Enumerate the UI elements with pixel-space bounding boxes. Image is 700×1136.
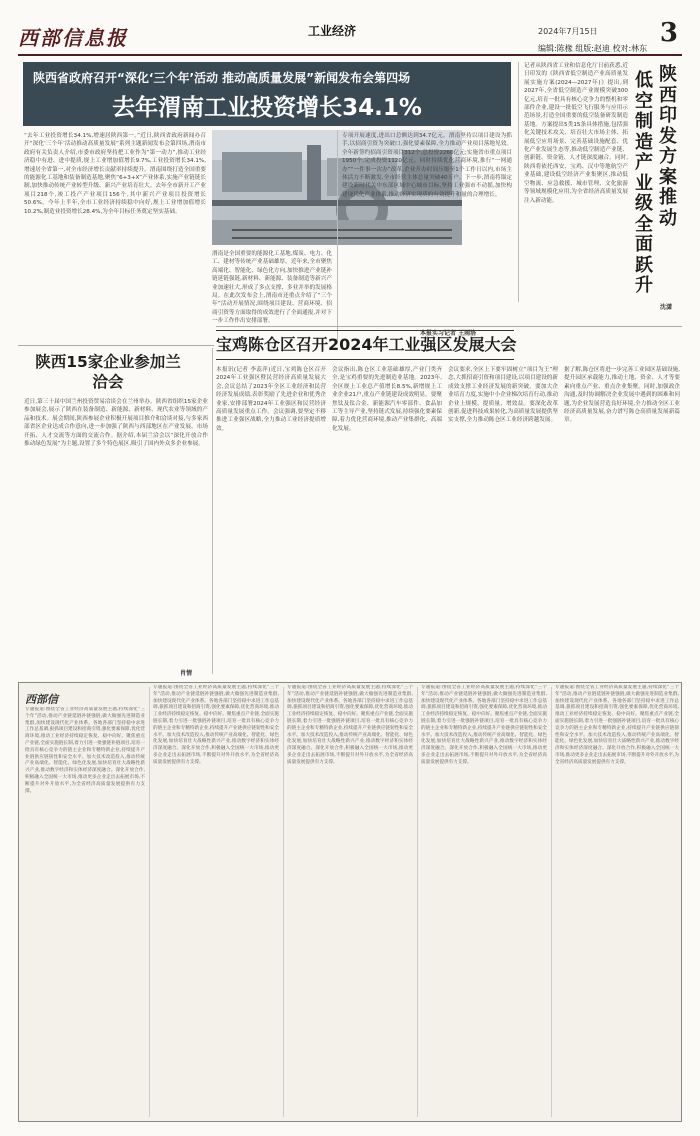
feature-body-col2: 专题报道:围绕全省工业经济高质量发展主题,持续深化“三个年”活动,推动产业链延链补链强链,做大做强先进制造业集群,加快建设现代化产业体系。各地各部门坚持稳中求进工作总基调,狠抓项目建设和招商引资,强化要素保障,优化营商环境,推动工业经济持续稳定恢复、稳中向好。聚焦重点产业链,全面实施链长制,着力引进一批强链补链项目,培育一批具有核心竞争力的链主企业和专精特新企业,持续提升产业链供应链韧性和安全水平。加大技术改造投入,推动传统产业高端化、智能化、绿色化发展,加快培育壮大战略性新兴产业,推动数字经济和实体经济深度融合。深化开放合作,积极融入全国统一大市场,推动更多企业走出去拓展市场,不断提升对外开放水平,为全省经济高质量发展提供有力支撑。 <box>153 685 279 765</box>
lead-body-col3: 专项开展速度,进出口总额达到34.7亿元。渭南坚持以项目建设为抓手,以招商引资为突破口,强化要素保障,全力推动产业项目落地见效。全年新签约招商引资项目312个,总投资2260亿元;实施省市重点项目1950个,完成投资1120亿元。同时持续优化营商环境,推行“一网通办”“一件事一次办”改革,企业开办时间压缩至1个工作日以内,市场主体活力不断激发,全市经营主体总量突破40万户。下一步,渭南将锚定建设新时代关中东部区域中心城市目标,坚持工业强市不动摇,加快构建现代化产业体系,推动经济实现质的有效提升和量的合理增长。 <box>342 133 512 198</box>
lead-body-col1: “去年工业投资增长34.1%,增速居陕西第一。”近日,陕西省政府新闻办召开“深化‘三个年’活动推动高质量发展”系列主题新闻发布会第四场,渭南市政府有关负责人介绍,市委市政府坚持把工业作为“第一动力”,推动工业经济稳中有进、进中提质,规上工业增加值增长9.7%,工业投资增长34.1%,增速居全省第一,对全市经济增长贡献率持续提升。渭南围绕打造全国重要的能源化工基地和装备制造基地,聚焦“6+3+X”产业体系,实施产业链链长制,加快推动传统产业转型升级、新兴产业培育壮大。去年全市新开工产业项目218个,竣工投产产业项目156个,其中新兴产业项目投资增长50.6%。今年上半年,全市工业经济持续稳中向好,规上工业增加值增长10.2%,制造业投资增长28.4%,为全年目标任务奠定坚实基础。 <box>24 133 206 215</box>
feature-body-col4: 专题报道:围绕全省工业经济高质量发展主题,持续深化“三个年”活动,推动产业链延链补链强链,做大做强先进制造业集群,加快建设现代化产业体系。各地各部门坚持稳中求进工作总基调,狠抓项目建设和招商引资,强化要素保障,优化营商环境,推动工业经济持续稳定恢复、稳中向好。聚焦重点产业链,全面实施链长制,着力引进一批强链补链项目,培育一批具有核心竞争力的链主企业和专精特新企业,持续提升产业链供应链韧性和安全水平。加大技术改造投入,推动传统产业高端化、智能化、绿色化发展,加快培育壮大战略性新兴产业,推动数字经济和实体经济深度融合。深化开放合作,积极融入全国统一大市场,推动更多企业走出去拓展市场,不断提升对外开放水平,为全省经济高质量发展提供有力支撑。 <box>421 685 547 765</box>
side-story-byline: 沈潇 <box>660 304 673 311</box>
story2-body: 近日,第三十届中国兰州投资贸易洽谈会在兰州举办。陕西省组织15家企业参加展会,展示了陕西在装备制造、新能源、新材料、现代农业等领域的产品和技术。展会期间,陕西参展企业积极开展项目推介和洽谈对接,与多家西部省区企业达成合作意向,进一步加强了陕西与西部地区在产业发展、市场开拓、人才交流等方面的交流合作。据介绍,本届兰洽会以“深化开放合作 推动绿色发展”为主题,设置了多个特色展区,吸引了国内外众多企业参展。 <box>24 399 208 448</box>
section-title: 工业经济 <box>308 24 357 38</box>
lead-headline: 去年渭南工业投资增长34.1% <box>112 95 422 121</box>
feature-body-col3: 专题报道:围绕全省工业经济高质量发展主题,持续深化“三个年”活动,推动产业链延链补链强链,做大做强先进制造业集群,加快建设现代化产业体系。各地各部门坚持稳中求进工作总基调,狠抓项目建设和招商引资,强化要素保障,优化营商环境,推动工业经济持续稳定恢复、稳中向好。聚焦重点产业链,全面实施链长制,着力引进一批强链补链项目,培育一批具有核心竞争力的链主企业和专精特新企业,持续提升产业链供应链韧性和安全水平。加大技术改造投入,推动传统产业高端化、智能化、绿色化发展,加快培育壮大战略性新兴产业,推动数字经济和实体经济深度融合。深化开放合作,积极融入全国统一大市场,推动更多企业走出去拓展市场,不断提升对外开放水平,为全省经济高质量发展提供有力支撑。 <box>287 685 413 765</box>
masthead <box>18 20 682 54</box>
story2-title: 陕西15家企业参加兰洽会 <box>35 353 181 391</box>
story3-title: 宝鸡陈仓区召开2024年工业强区发展大会 <box>216 330 514 360</box>
story3-body-col2: 会议指出,陈仓区工业基础雄厚,产业门类齐全,是宝鸡重要的先进制造业基地。2023年,全区规上工业总产值增长8.5%,新增规上工业企业21户,重点产业链建设成效明显。要聚焦钛及钛合金、新能源汽车零部件、食品加工等主导产业,坚持链式发展,持续强化要素保障,着力优化营商环境,推动产业集群化、高端化发展。 <box>332 367 442 432</box>
feature-logo: 西部信 <box>25 693 58 706</box>
lead-byline: 本报实习记者 王雨洛 <box>420 330 477 337</box>
lead-body-col2: 渭南是全国重要的能源化工基地,煤炭、电力、化工、建材等传统产业基础雄厚。近年来,全市聚焦高端化、智能化、绿色化方向,加快推进产业链补链延链强链,新材料、新能源、装备制造等新兴产业加速壮大,形成了多点支撑、多业并举的发展格局。在此次发布会上,渭南市还重点介绍了“三个年”活动开展情况,围绕项目建设、营商环境、招商引资等方面取得的成效进行了全面通报,并对下一步工作作出安排部署。 <box>212 251 332 325</box>
editor-credits: 编辑:陈椽 组版:赵迪 校对:林东 <box>538 44 648 53</box>
lead-banner <box>23 62 511 126</box>
feature-body-col1: 专题报道:围绕全省工业经济高质量发展主题,持续深化“三个年”活动,推动产业链延链补链强链,做大做强先进制造业集群,加快建设现代化产业体系。各地各部门坚持稳中求进工作总基调,狠抓项目建设和招商引资,强化要素保障,优化营商环境,推动工业经济持续稳定恢复、稳中向好。聚焦重点产业链,全面实施链长制,着力引进一批强链补链项目,培育一批具有核心竞争力的链主企业和专精特新企业,持续提升产业链供应链韧性和安全水平。加大技术改造投入,推动传统产业高端化、智能化、绿色化发展,加快培育壮大战略性新兴产业,推动数字经济和实体经济深度融合。深化开放合作,积极融入全国统一大市场,推动更多企业走出去拓展市场,不断提升对外开放水平,为全省经济高质量发展提供有力支撑。 <box>25 707 145 794</box>
story3-body-col3: 会议要求,全区上下要牢固树立“项目为王”理念,大抓招商引资和项目建设,以项目建设的新成效支撑工业经济发展的新突破。要加大企业培育力度,实施中小企业梯次培育行动,推动企业上规模、提质量、增效益。要深化改革创新,促进科技成果转化,为高质量发展提供坚实支撑,全力推动陈仓区工业经济跨越发展。 <box>448 367 558 424</box>
story3-body-col4: 据了解,陈仓区将进一步完善工业园区基础设施,提升园区承载能力,推动土地、资金、人才等要素向重点产业、重点企业集聚。同时,加强政企沟通,及时协调解决企业发展中遇到的困难和问题,为企业发展营造良好环境,全力推动全区工业经济高质量发展,奋力谱写陈仓高质量发展新篇章。 <box>564 367 680 424</box>
side-story-title <box>630 64 680 296</box>
masthead-rule <box>18 54 682 56</box>
story2-byline: 肖情 <box>180 670 193 677</box>
feature-body-col5: 专题报道:围绕全省工业经济高质量发展主题,持续深化“三个年”活动,推动产业链延链补链强链,做大做强先进制造业集群,加快建设现代化产业体系。各地各部门坚持稳中求进工作总基调,狠抓项目建设和招商引资,强化要素保障,优化营商环境,推动工业经济持续稳定恢复、稳中向好。聚焦重点产业链,全面实施链长制,着力引进一批强链补链项目,培育一批具有核心竞争力的链主企业和专精特新企业,持续提升产业链供应链韧性和安全水平。加大技术改造投入,推动传统产业高端化、智能化、绿色化发展,加快培育壮大战略性新兴产业,推动数字经济和实体经济深度融合。深化开放合作,积极融入全国统一大市场,推动更多企业走出去拓展市场,不断提升对外开放水平,为全省经济高质量发展提供有力支撑。 <box>555 685 679 765</box>
side-title-column-1: 陕西印发方案推动 <box>659 64 677 229</box>
lead-kicker: 陕西省政府召开“深化‘三个年’活动 推动高质量发展”新闻发布会第四场 <box>33 71 411 85</box>
story3-body-col1: 本报讯(记者 李蕊萍)近日,宝鸡陈仓区召开2024年工业强区暨民营经济高质量发展大会,会议总结了2023年全区工业经济和民营经济发展成绩,表彰奖励了先进企业和优秀企业家,安排部署2024年工业强区和民营经济高质量发展重点工作。会议强调,要坚定不移推进工业强区战略,全力推动工业经济提质增效。 <box>216 367 326 432</box>
feature-section <box>18 682 682 1122</box>
page-number: 3 <box>659 18 678 48</box>
newspaper-logo: 西部信息报 <box>18 26 128 50</box>
publication-date: 2024年7月15日 <box>538 27 598 36</box>
side-title-column-2: 低空制造产业级全面跃升 <box>635 70 653 296</box>
side-story-body: 记者从陕西省工业和信息化厅日前获悉,近日印发的《陕西省低空制造产业高质量发展实施方案(2024—2027年)》提出,到2027年,全省低空制造产业规模突破300亿元,培育一批具有核心竞争力的整机和零部件企业,建设一批低空飞行服务与应用示范场景,打造全国重要的低空装备研发制造基地。方案提出5类15条具体措施,包括强化关键技术攻关、培育壮大市场主体、拓展低空应用场景、完善基础设施配套、优化产业发展生态等,推动低空制造产业链、创新链、资金链、人才链深度融合。同时,陕西将依托西安、宝鸡、汉中等地航空产业基础,建设低空经济产业集聚区,推动低空物流、应急救援、城市管理、文化旅游等领域规模化应用,为全省经济高质量发展注入新动能。 <box>524 63 628 204</box>
